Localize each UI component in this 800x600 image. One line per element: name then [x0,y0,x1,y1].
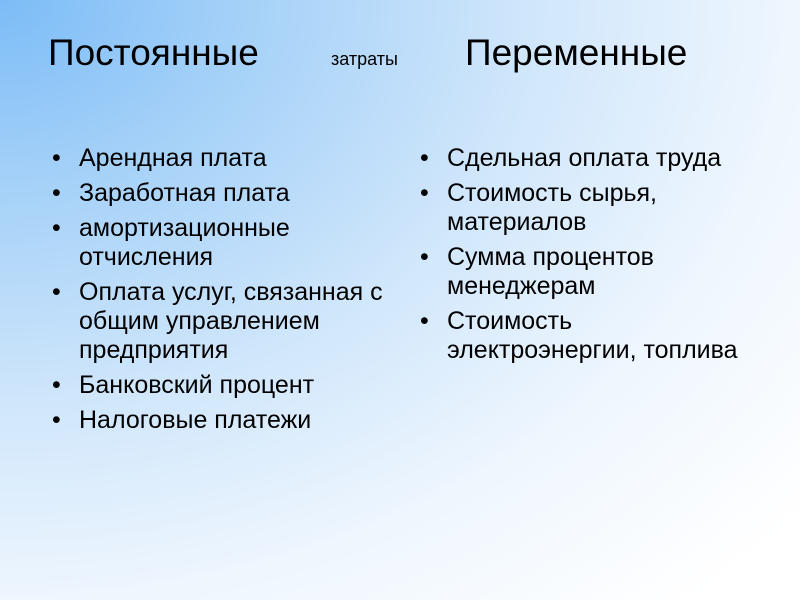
list-item [52,278,397,365]
list-item-text: Налоговые платежи [79,406,312,434]
list-item [52,179,397,208]
bullet-icon: • [420,179,429,207]
list-item [420,179,740,237]
bullet-icon: • [420,243,429,271]
list-item-text: Оплата услуг, связанная с общим управлением предприятия [79,278,383,364]
list-item [420,144,740,173]
title-fixed-costs: Постоянные [48,32,259,73]
list-item-text: Сумма процентов менеджерам [447,243,654,300]
list-item [52,371,397,400]
bullet-icon: • [420,307,429,335]
bullet-icon: • [52,214,61,242]
bullet-icon: • [52,278,61,306]
list-item-text: Стоимость электроэнергии, топлива [447,307,738,364]
bullet-icon: • [52,179,61,207]
slide-title [0,32,800,82]
list-item-text: амортизационные отчисления [79,214,290,271]
variable-costs-list [420,144,740,371]
bullet-icon: • [52,144,61,172]
list-item-text: Банковский процент [79,371,315,399]
bullet-icon: • [52,371,61,399]
title-variable-costs: Переменные [465,32,688,73]
title-costs: затраты [331,49,398,69]
bullet-icon: • [52,406,61,434]
bullet-icon: • [420,144,429,172]
list-item [420,243,740,301]
list-item-text: Стоимость сырья, материалов [447,179,657,236]
list-item-text: Заработная плата [79,179,290,207]
list-item [52,406,397,435]
list-item [52,214,397,272]
list-item-text: Арендная плата [79,144,267,172]
list-item [52,144,397,173]
fixed-costs-list [52,144,397,441]
list-item [420,307,740,365]
list-item-text: Сдельная оплата труда [447,144,722,172]
